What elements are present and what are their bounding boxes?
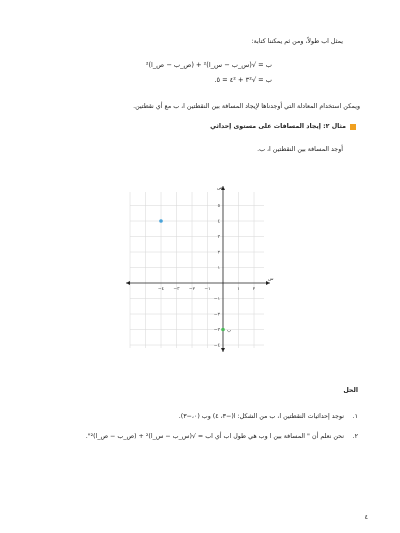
y-tick-label: −٤	[213, 343, 220, 349]
y-tick-label: ٤	[217, 219, 220, 225]
y-tick-label: −٣	[213, 328, 220, 334]
step-1-text: نوجد إحداثيات النقطتين ا، ب من الشكل: ا(−٣، ٤) وب (٠،−٣).	[178, 413, 344, 420]
x-axis-label: س	[268, 277, 274, 282]
x-tick-label: −٣	[173, 287, 180, 292]
y-tick-label: −١	[213, 297, 220, 303]
y-tick-label: −٢	[213, 312, 220, 318]
step-2-number: ٢.	[352, 433, 358, 440]
page-number: ٤	[364, 514, 368, 521]
solution-heading: الحل	[343, 387, 358, 394]
x-tick-label: −٤	[157, 287, 165, 292]
method-text: ويمكن استخدام المعادلة التي أوجدناها لإيجاد المسافة بين النقطتين ا، ب مع أي نقطتين.	[133, 103, 360, 110]
x-tick-label: −١	[204, 287, 211, 292]
example-marker	[350, 124, 356, 130]
point-b	[221, 328, 225, 332]
y-tick-label: ٥	[217, 204, 220, 210]
y-tick-label: ٢	[217, 250, 220, 256]
point-a	[159, 219, 163, 223]
point-b-label: ب	[227, 328, 232, 334]
x-tick-label: −٢	[188, 287, 196, 292]
y-tick-label: ١	[217, 266, 220, 272]
coordinate-plane	[120, 178, 275, 363]
step-1-number: ١.	[352, 413, 358, 420]
y-tick-label: ٣	[217, 235, 220, 241]
distance-result: ب = √٣² + ٤² = ٥.	[214, 76, 272, 84]
x-tick-label: ٢	[252, 287, 256, 292]
step-2-text: نحن نعلم أن " المسافة بين ا وب هي طول اب أي اب = √(س_ب − س_ا)² + (ص_ب − ص_ا)²".	[85, 433, 344, 440]
question-text: أوجد المسافة بين النقطتين ا، ب.	[257, 146, 343, 153]
x-axis-arrow-left	[126, 281, 130, 285]
y-axis-label: ص	[217, 186, 223, 191]
intro-text: يمثل اب طولاً، ومن ثم يمكننا كتابة:	[251, 38, 343, 45]
y-axis-arrow-down	[221, 348, 225, 352]
distance-formula: ب = √(س_ب − س_ا)² + (ص_ب − ص_ا)²	[145, 61, 272, 69]
x-tick-label: ١	[237, 287, 240, 292]
example-title: مثال ٢: إيجاد المسافات على مستوى إحداثي	[210, 123, 346, 130]
